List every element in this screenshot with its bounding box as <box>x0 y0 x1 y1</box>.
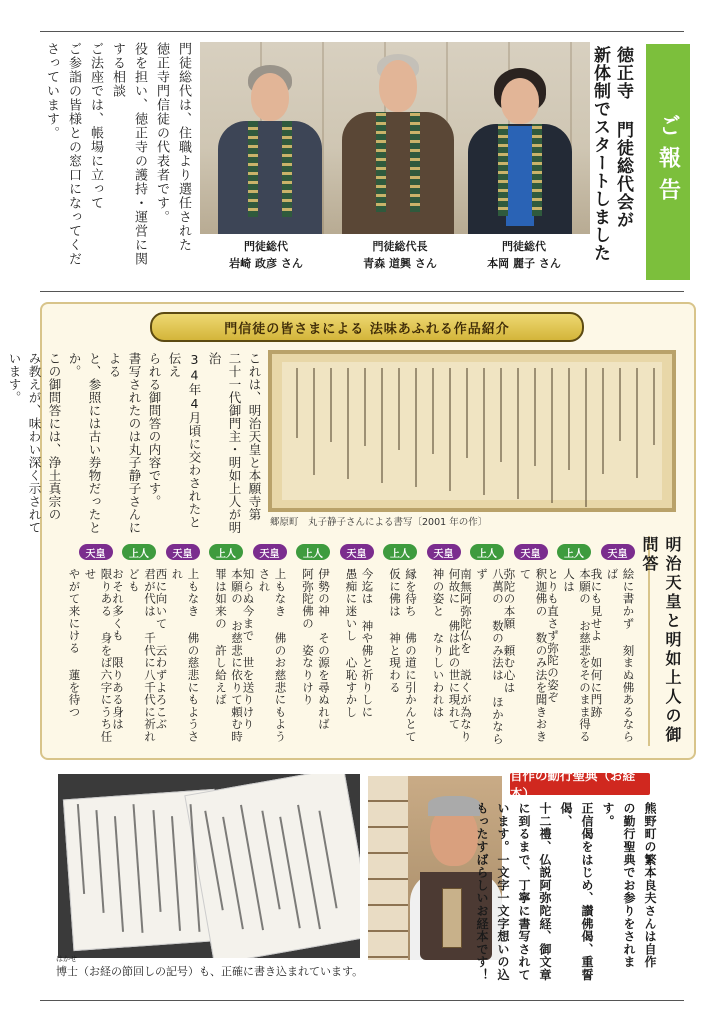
poem-text <box>459 568 506 748</box>
sutra-caption-text: 博士（お経の節回しの記号）も、正確に書き込まれています。 <box>56 965 364 978</box>
emperor-badge: 天皇 <box>253 544 287 560</box>
caption-motooka <box>462 238 586 272</box>
report-body-line: ご法座では、帳場に立って <box>88 42 103 210</box>
poem-line: 本願の お慈悲をそのまま得る人は <box>562 568 592 743</box>
poem-text <box>589 568 637 748</box>
poem-line: 八萬の 数のみ法は ほかならず <box>475 568 505 746</box>
poem-text <box>546 568 593 748</box>
calligraphy-paper <box>282 362 662 500</box>
emperor-badge: 天皇 <box>340 544 374 560</box>
intro-line: と、参照には古い券物だったとか。 <box>67 352 102 534</box>
poem-line: とりも直さず弥陀の姿ぞ <box>546 568 560 704</box>
headline-line-2: 新体制でスタートしました <box>590 46 610 262</box>
poem-line: 伊勢の神 その源を尋ぬれば <box>317 568 331 731</box>
calligraphy-stroke-column <box>551 368 553 503</box>
intro-line: られる御問答の内容です。 <box>147 352 162 508</box>
intro-line: 二十一代御門主・明如上人が明治 <box>207 352 242 534</box>
calligraphy-stroke-column <box>381 368 383 483</box>
report-body <box>44 42 194 278</box>
poem-text <box>383 568 419 748</box>
calligraphy-stroke-column <box>568 368 570 470</box>
calligraphy-stroke-column <box>364 368 366 446</box>
role-motooka: 門徒総代 <box>502 240 546 253</box>
name-aomori: 青森 道興 さん <box>363 257 437 270</box>
poem-text <box>67 568 115 748</box>
calligraphy-stroke-column <box>636 368 638 478</box>
member-iwasaki <box>218 59 322 234</box>
poem-line: 何故に 佛は此の世に現れて <box>447 568 462 731</box>
poem-text <box>241 568 289 748</box>
calligraphy-stroke-column <box>619 368 621 441</box>
calligraphy-stroke-column <box>296 368 298 438</box>
poem-line: 神の姿と なりしいわれは <box>431 568 446 719</box>
name-iwasaki: 岩崎 政彦 さん <box>229 257 303 270</box>
caption-aomori <box>336 238 464 272</box>
shonin-badge: 上人 <box>122 544 156 560</box>
calligraphy-stroke-column <box>585 368 587 507</box>
sutra-text-line: います。一文字一文字想いの込 <box>496 802 510 982</box>
caption-iwasaki <box>206 238 326 272</box>
role-aomori: 門徒総代長 <box>372 240 428 253</box>
poem-line: 弥陀の本願 頼む心は <box>502 568 517 694</box>
name-motooka: 本岡 麗子 さん <box>487 257 561 270</box>
calligraphy-stroke-column <box>398 368 400 450</box>
sutra-text-line: 熊野町の繁本良夫さんは自作 <box>643 802 657 969</box>
report-headline <box>588 46 634 276</box>
poem-line: 南無阿弥陀仏を 説くが為なり <box>459 568 473 743</box>
poem-line: 阿弥陀佛の 姿なりけり <box>301 568 315 706</box>
role-iwasaki: 門徒総代 <box>244 240 288 253</box>
section-rule <box>40 291 684 292</box>
report-body-line: ご参詣の皆様との窓口になってくだ <box>66 42 81 266</box>
sutra-caption <box>56 955 364 979</box>
caption-ruby: はかせ <box>56 955 77 963</box>
emperor-badge: 天皇 <box>514 544 548 560</box>
shonin-badge: 上人 <box>296 544 330 560</box>
report-body-line: 役を担い、徳正寺の護持・運営に関する相談 <box>110 42 147 266</box>
calligraphy-photo <box>268 350 676 512</box>
shonin-badge: 上人 <box>383 544 417 560</box>
poem-line: やがて来にける 蓮を待つ <box>67 568 82 719</box>
calligraphy-stroke-column <box>449 368 451 491</box>
calligraphy-stroke-column <box>415 368 417 487</box>
intro-line: 書写されたのは丸子静子さんによる <box>107 352 142 534</box>
poem-line: 上もなき 佛のお慈悲にもようされ <box>257 568 288 743</box>
shonin-badge: 上人 <box>557 544 591 560</box>
poem-text <box>340 568 376 748</box>
report-body-line: さっています。 <box>44 42 59 140</box>
poem-line: 今迄は 神や佛と祈りしに <box>360 568 375 719</box>
poem-line: 君が代は 千代に八千代に祈れども <box>127 568 157 743</box>
calligraphy-stroke-column <box>330 368 332 442</box>
poem-text <box>154 568 202 748</box>
sutra-text-line: 正信偈をはじめ、讃佛偈、重誓偈、 <box>559 802 594 982</box>
feature-intro <box>7 352 264 536</box>
shonin-badge: 上人 <box>209 544 243 560</box>
bottom-rule <box>40 1000 684 1001</box>
emperor-badge: 天皇 <box>601 544 635 560</box>
poem-line: 上もなき 佛の慈悲にもようされ <box>170 568 201 743</box>
poem-line: 絵に書かず 刻まぬ佛あるならば <box>605 568 636 743</box>
intro-line: これは、明治天皇と本願寺第 <box>247 352 262 521</box>
held-book <box>442 888 462 948</box>
poem-line: おそれ多くも 限りある身は <box>111 568 125 731</box>
top-rule <box>40 31 684 32</box>
poem-text <box>427 568 463 748</box>
poem-text <box>111 568 158 748</box>
calligraphy-stroke-column <box>347 368 349 479</box>
sutra-text-line: の勤行聖典でお参りをされます。 <box>601 802 636 969</box>
poem-text <box>502 568 550 748</box>
calligraphy-caption: 郷原町 丸子静子さんによる書写〔2001 年の作〕 <box>270 517 488 528</box>
calligraphy-stroke-column <box>500 368 502 462</box>
emperor-badge: 天皇 <box>427 544 461 560</box>
poem-line: 知らぬ今まで 世を送りけり <box>241 568 256 731</box>
sutra-text-line: もったすばらしいお経本です！ <box>475 802 489 982</box>
calligraphy-stroke-column <box>313 368 315 475</box>
sutra-text-line: 十二禮、仏説阿弥陀経、御文章 <box>538 802 552 982</box>
sutra-label: 自作の勤行聖典（お経本） <box>510 773 650 795</box>
poem-title: 明治天皇と明如上人の御問答 <box>640 536 682 745</box>
board-members-photo <box>200 42 590 234</box>
sutra-text-line: に到るまで、丁寧に書写されて <box>517 802 531 982</box>
poem-line: 本願の お慈悲に依りて頼む時 <box>230 568 244 743</box>
shoji-window <box>368 776 408 960</box>
poem-line: 西に向いて 云わずよろこぶ <box>154 568 169 731</box>
calligraphy-stroke-column <box>432 368 434 454</box>
poem-line: 愚痴に迷いし 心恥すかし <box>344 568 359 719</box>
calligraphy-stroke-column <box>653 368 655 445</box>
feature-banner: 門信徒の皆さまによる 法味あふれる作品紹介 <box>150 312 584 342</box>
poem-line: 縁を待ち 佛の道に引かんとて <box>404 568 418 743</box>
calligraphy-stroke-column <box>483 368 485 495</box>
intro-line: います。 <box>7 352 22 404</box>
calligraphy-stroke-column <box>517 368 519 499</box>
intro-line: 34年4月頃に交わされたと伝え <box>167 352 202 529</box>
poem-line: 我にも見せよ 如何に門跡 <box>589 568 604 719</box>
report-tab: ご報告 <box>646 44 690 280</box>
calligraphy-stroke-column <box>602 368 604 474</box>
emperor-badge: 天皇 <box>166 544 200 560</box>
report-body-line: 徳正寺門信徒の代表者です。 <box>154 42 169 224</box>
poem-line: 仮に佛は 神と現わる <box>388 568 402 694</box>
member-aomori <box>342 48 454 234</box>
shonin-badge: 上人 <box>470 544 504 560</box>
sutra-text <box>475 802 660 992</box>
poem-text <box>296 568 332 748</box>
poem-text <box>209 568 245 748</box>
poem-line: 限りある 身をば六字にうち任せ <box>83 568 114 743</box>
report-body-line: 門徒総代は、住職より選任された <box>176 42 191 252</box>
sutra-book-photo <box>58 774 360 958</box>
poem-line: 罪は如来の 許し給えば <box>214 568 228 706</box>
intro-line: この御問答には、浄土真宗の <box>47 352 62 521</box>
emperor-badge: 天皇 <box>79 544 113 560</box>
headline-line-1: 徳正寺 門徒総代会が <box>613 46 633 229</box>
member-motooka <box>468 64 572 234</box>
poem-line: 釈迦佛の 数のみ法を聞きおきて <box>518 568 549 743</box>
intro-line: み教えが、味わい深く示されて <box>27 352 42 534</box>
calligraphy-stroke-column <box>534 368 536 466</box>
calligraphy-stroke-column <box>466 368 468 458</box>
